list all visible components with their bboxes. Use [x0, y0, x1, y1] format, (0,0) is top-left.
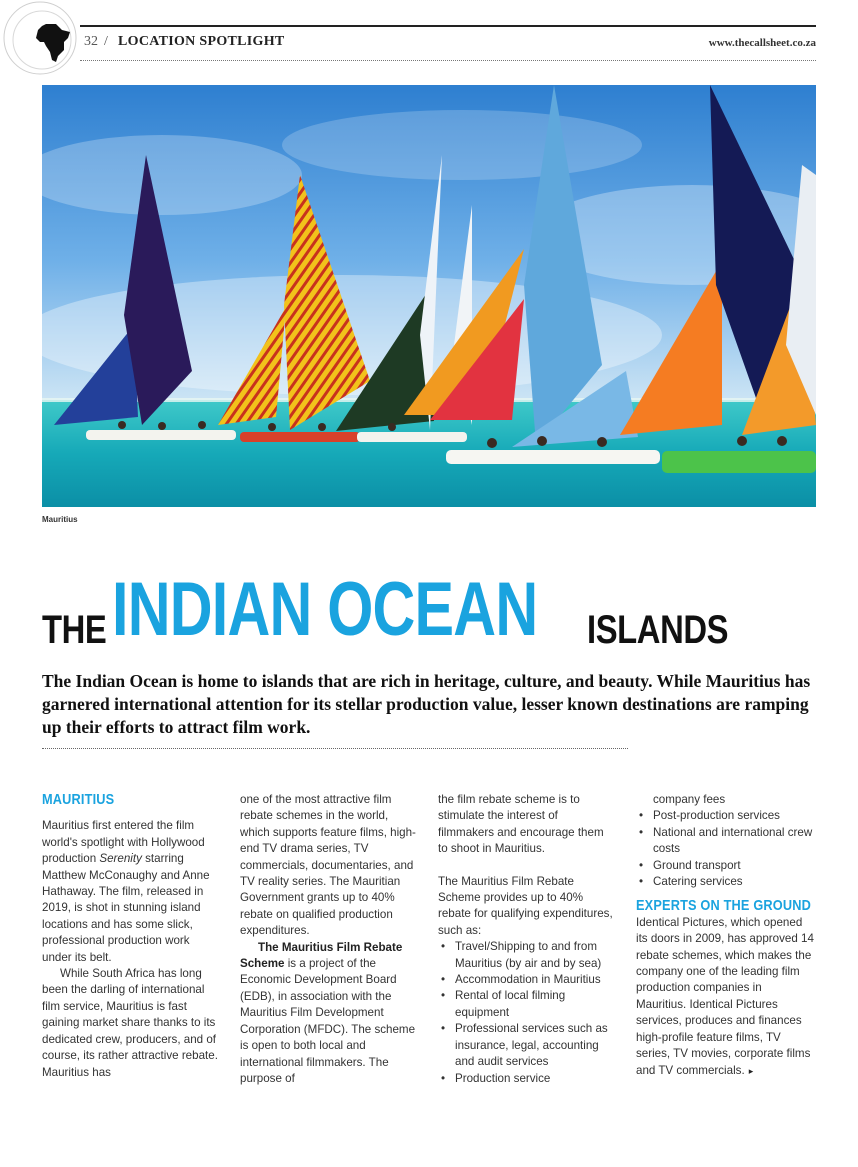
subhead-mauritius: MAURITIUS: [42, 791, 115, 808]
hero-image: [42, 85, 816, 507]
text-run: is a project of the Economic Development Board (EDB), in association with the Mauritius Film Development Corporation (MFDC). The scheme is open to both local and international filmmakers. The purpose of: [240, 957, 416, 1085]
paragraph: While South Africa has long been the darling of international film service, Mauritius is fast gaining market share thanks to its dedicated crew, producers, and of course, its rather attractive rebate. Mauritius has: [42, 967, 218, 1079]
subhead-experts: EXPERTS ON THE GROUND: [636, 897, 812, 915]
header-dotted-rule: [80, 60, 816, 61]
rebate-expenditure-list-continued: [636, 808, 814, 890]
paragraph: the film rebate scheme is to stimulate the interest of filmmakers and encourage them to shoot in Mauritius.: [438, 793, 604, 856]
header-rule: [80, 25, 816, 27]
headline-tail: ISLANDS: [587, 608, 729, 652]
africa-logo-icon: [0, 0, 90, 80]
body-column-1: [42, 792, 220, 1081]
header-separator: /: [104, 34, 108, 49]
list-item: • Catering services: [636, 874, 814, 890]
headline-the: THE: [42, 608, 107, 652]
paragraph: [636, 915, 814, 1079]
list-item: • Travel/Shipping to and from Mauritius (by air and by sea): [438, 939, 616, 972]
list-item: • Rental of local filming equipment: [438, 988, 616, 1021]
paragraph: [240, 940, 418, 1088]
text-run: Identical Pictures, which opened its doors in 2009, has approved 14 rebate schemes, which makes the company one of the leading film production companies in Mauritius. Identical Pictures services, produces and finances high-profile feature films, TV series, TV movies, corporate films and TV commercials.: [636, 915, 814, 1077]
list-item: • Accommodation in Mauritius: [438, 972, 616, 988]
text-run: Mauritius first entered the film world's spotlight with Hollywood production: [42, 819, 205, 866]
film-title: Serenity: [99, 852, 142, 866]
scheme-name: The Mauritius Film Rebate Scheme: [240, 940, 403, 971]
list-item: • Production service: [438, 1071, 616, 1087]
section-title: LOCATION SPOTLIGHT: [118, 34, 285, 49]
body-column-3: [438, 792, 616, 1087]
paragraph: [42, 818, 220, 966]
page-number: 32: [84, 34, 98, 49]
image-caption: Mauritius: [42, 515, 78, 524]
body-column-4: [636, 792, 814, 1079]
headline-main: INDIAN OCEAN: [112, 567, 538, 652]
body-column-2: [240, 792, 418, 1087]
list-continuation: company fees: [653, 793, 726, 806]
article-headline: [42, 563, 747, 653]
paragraph: one of the most attractive film rebate schemes in the world, which supports feature films, high-end TV drama series, TV commercials, documentaries, and TV reality series. The Mauritian Government grants up to 40% rebate on qualified production expenditures.: [240, 793, 416, 938]
list-item: • National and international crew costs: [636, 825, 814, 858]
text-run: starring Matthew McConaughy and Anne Hathaway. The film, released in 2019, is shot in stunning island locations and has some slick, professional production work under its belt.: [42, 852, 210, 964]
intro-dotted-rule: [42, 748, 628, 749]
list-item: • Professional services such as insurance, legal, accounting and audit services: [438, 1021, 616, 1070]
list-item: • Ground transport: [636, 858, 814, 874]
continue-arrow-icon: ▸: [748, 1065, 754, 1076]
rebate-expenditure-list: [438, 939, 616, 1087]
paragraph: The Mauritius Film Rebate Scheme provides up to 40% rebate for qualifying expenditures, such as:: [438, 874, 613, 937]
list-item: • Post-production services: [636, 808, 814, 824]
intro-standfirst: The Indian Ocean is home to islands that are rich in heritage, culture, and beauty. While Mauritius has garnered international attention for its stellar production value, lesser known destinations are ramping up their efforts to attract film work.: [42, 671, 811, 737]
site-url[interactable]: www.thecallsheet.co.za: [708, 37, 816, 49]
